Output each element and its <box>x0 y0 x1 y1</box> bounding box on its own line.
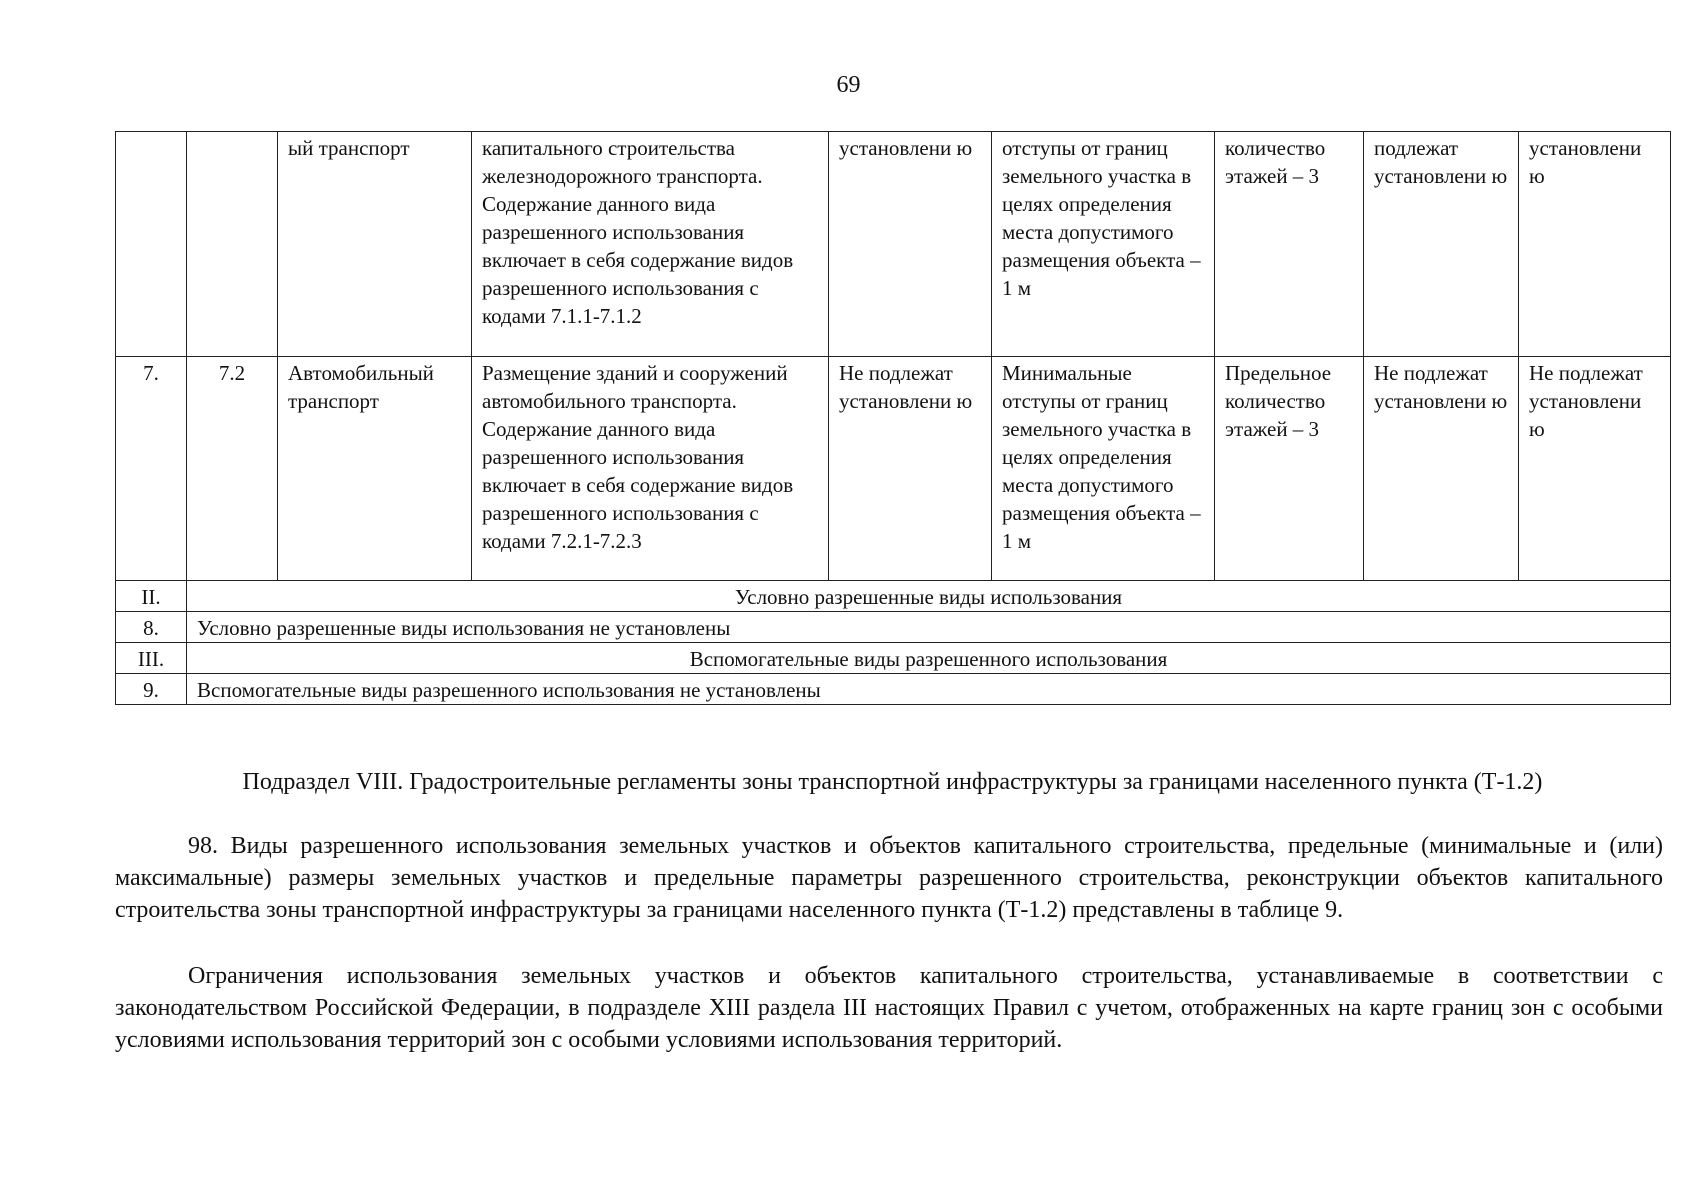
subsection-heading: Подраздел VIII. Градостроительные регламенты зоны транспортной инфраструктуры за границами населенного пункта (Т-1.2) <box>242 769 1543 795</box>
table-row-7 <box>116 357 1671 581</box>
cell-number: 9. <box>116 674 187 705</box>
cell-other: Не подлежат установлени ю <box>1519 357 1671 581</box>
paragraph-98: 98. Виды разрешенного использования земельных участков и объектов капитального строительства, предельные (минимальные и (или) максимальные) размеры земельных участков и предельные параметры разрешенного строительства, реконструкции объектов капитального строительства зоны транспортной инфраструктуры за границами населенного пункта (Т-1.2) представлены в таблице 9. <box>115 833 1663 923</box>
cell-number: 7. <box>116 357 187 581</box>
cell-number <box>116 132 187 357</box>
section-number: III. <box>116 643 187 674</box>
cell-number: 8. <box>116 612 187 643</box>
cell-code: 7.2 <box>187 357 278 581</box>
cell-floors: количество этажей – 3 <box>1215 132 1364 357</box>
section-row-auxiliary <box>116 643 1671 674</box>
table-row-9 <box>116 674 1671 705</box>
cell-note: Условно разрешенные виды использования не установлены <box>187 612 1671 643</box>
cell-setbacks: отступы от границ земельного участка в целях определения места допустимого размещения объекта – 1 м <box>992 132 1215 357</box>
regulations-table <box>115 131 1671 705</box>
cell-use-name: ый транспорт <box>278 132 472 357</box>
cell-floors: Предельное количество этажей – 3 <box>1215 357 1364 581</box>
paragraph-restrictions: Ограничения использования земельных участков и объектов капитального строительства, устанавливаемые в соответствии с законодательством Российской Федерации, в подразделе XIII раздела III настоящих Правил с учетом, отображенных на карте границ зон с особыми условиями использования территорий зон с особыми условиями использования территорий. <box>115 963 1663 1053</box>
cell-plot-size: установлени ю <box>829 132 992 357</box>
section-row-conditional <box>116 581 1671 612</box>
cell-coverage: Не подлежат установлени ю <box>1364 357 1519 581</box>
cell-other: установлени ю <box>1519 132 1671 357</box>
table-row-8 <box>116 612 1671 643</box>
cell-description: Размещение зданий и сооружений автомобильного транспорта. Содержание данного вида разрешенного использования включает в себя содержание видов разрешенного использования с кодами 7.2.1-7.2.3 <box>472 357 829 581</box>
cell-plot-size: Не подлежат установлени ю <box>829 357 992 581</box>
page-number: 69 <box>836 72 861 98</box>
section-title: Условно разрешенные виды использования <box>187 581 1671 612</box>
section-number: II. <box>116 581 187 612</box>
cell-setbacks: Минимальные отступы от границ земельного участка в целях определения места допустимого размещения объекта – 1 м <box>992 357 1215 581</box>
cell-description: капитального строительства железнодорожного транспорта. Содержание данного вида разрешенного использования включает в себя содержание видов разрешенного использования с кодами 7.1.1-7.1.2 <box>472 132 829 357</box>
cell-use-name: Автомобильный транспорт <box>278 357 472 581</box>
cell-coverage: подлежат установлени ю <box>1364 132 1519 357</box>
section-title: Вспомогательные виды разрешенного использования <box>187 643 1671 674</box>
cell-note: Вспомогательные виды разрешенного использования не установлены <box>187 674 1671 705</box>
cell-code <box>187 132 278 357</box>
table-row-continued <box>116 132 1671 357</box>
